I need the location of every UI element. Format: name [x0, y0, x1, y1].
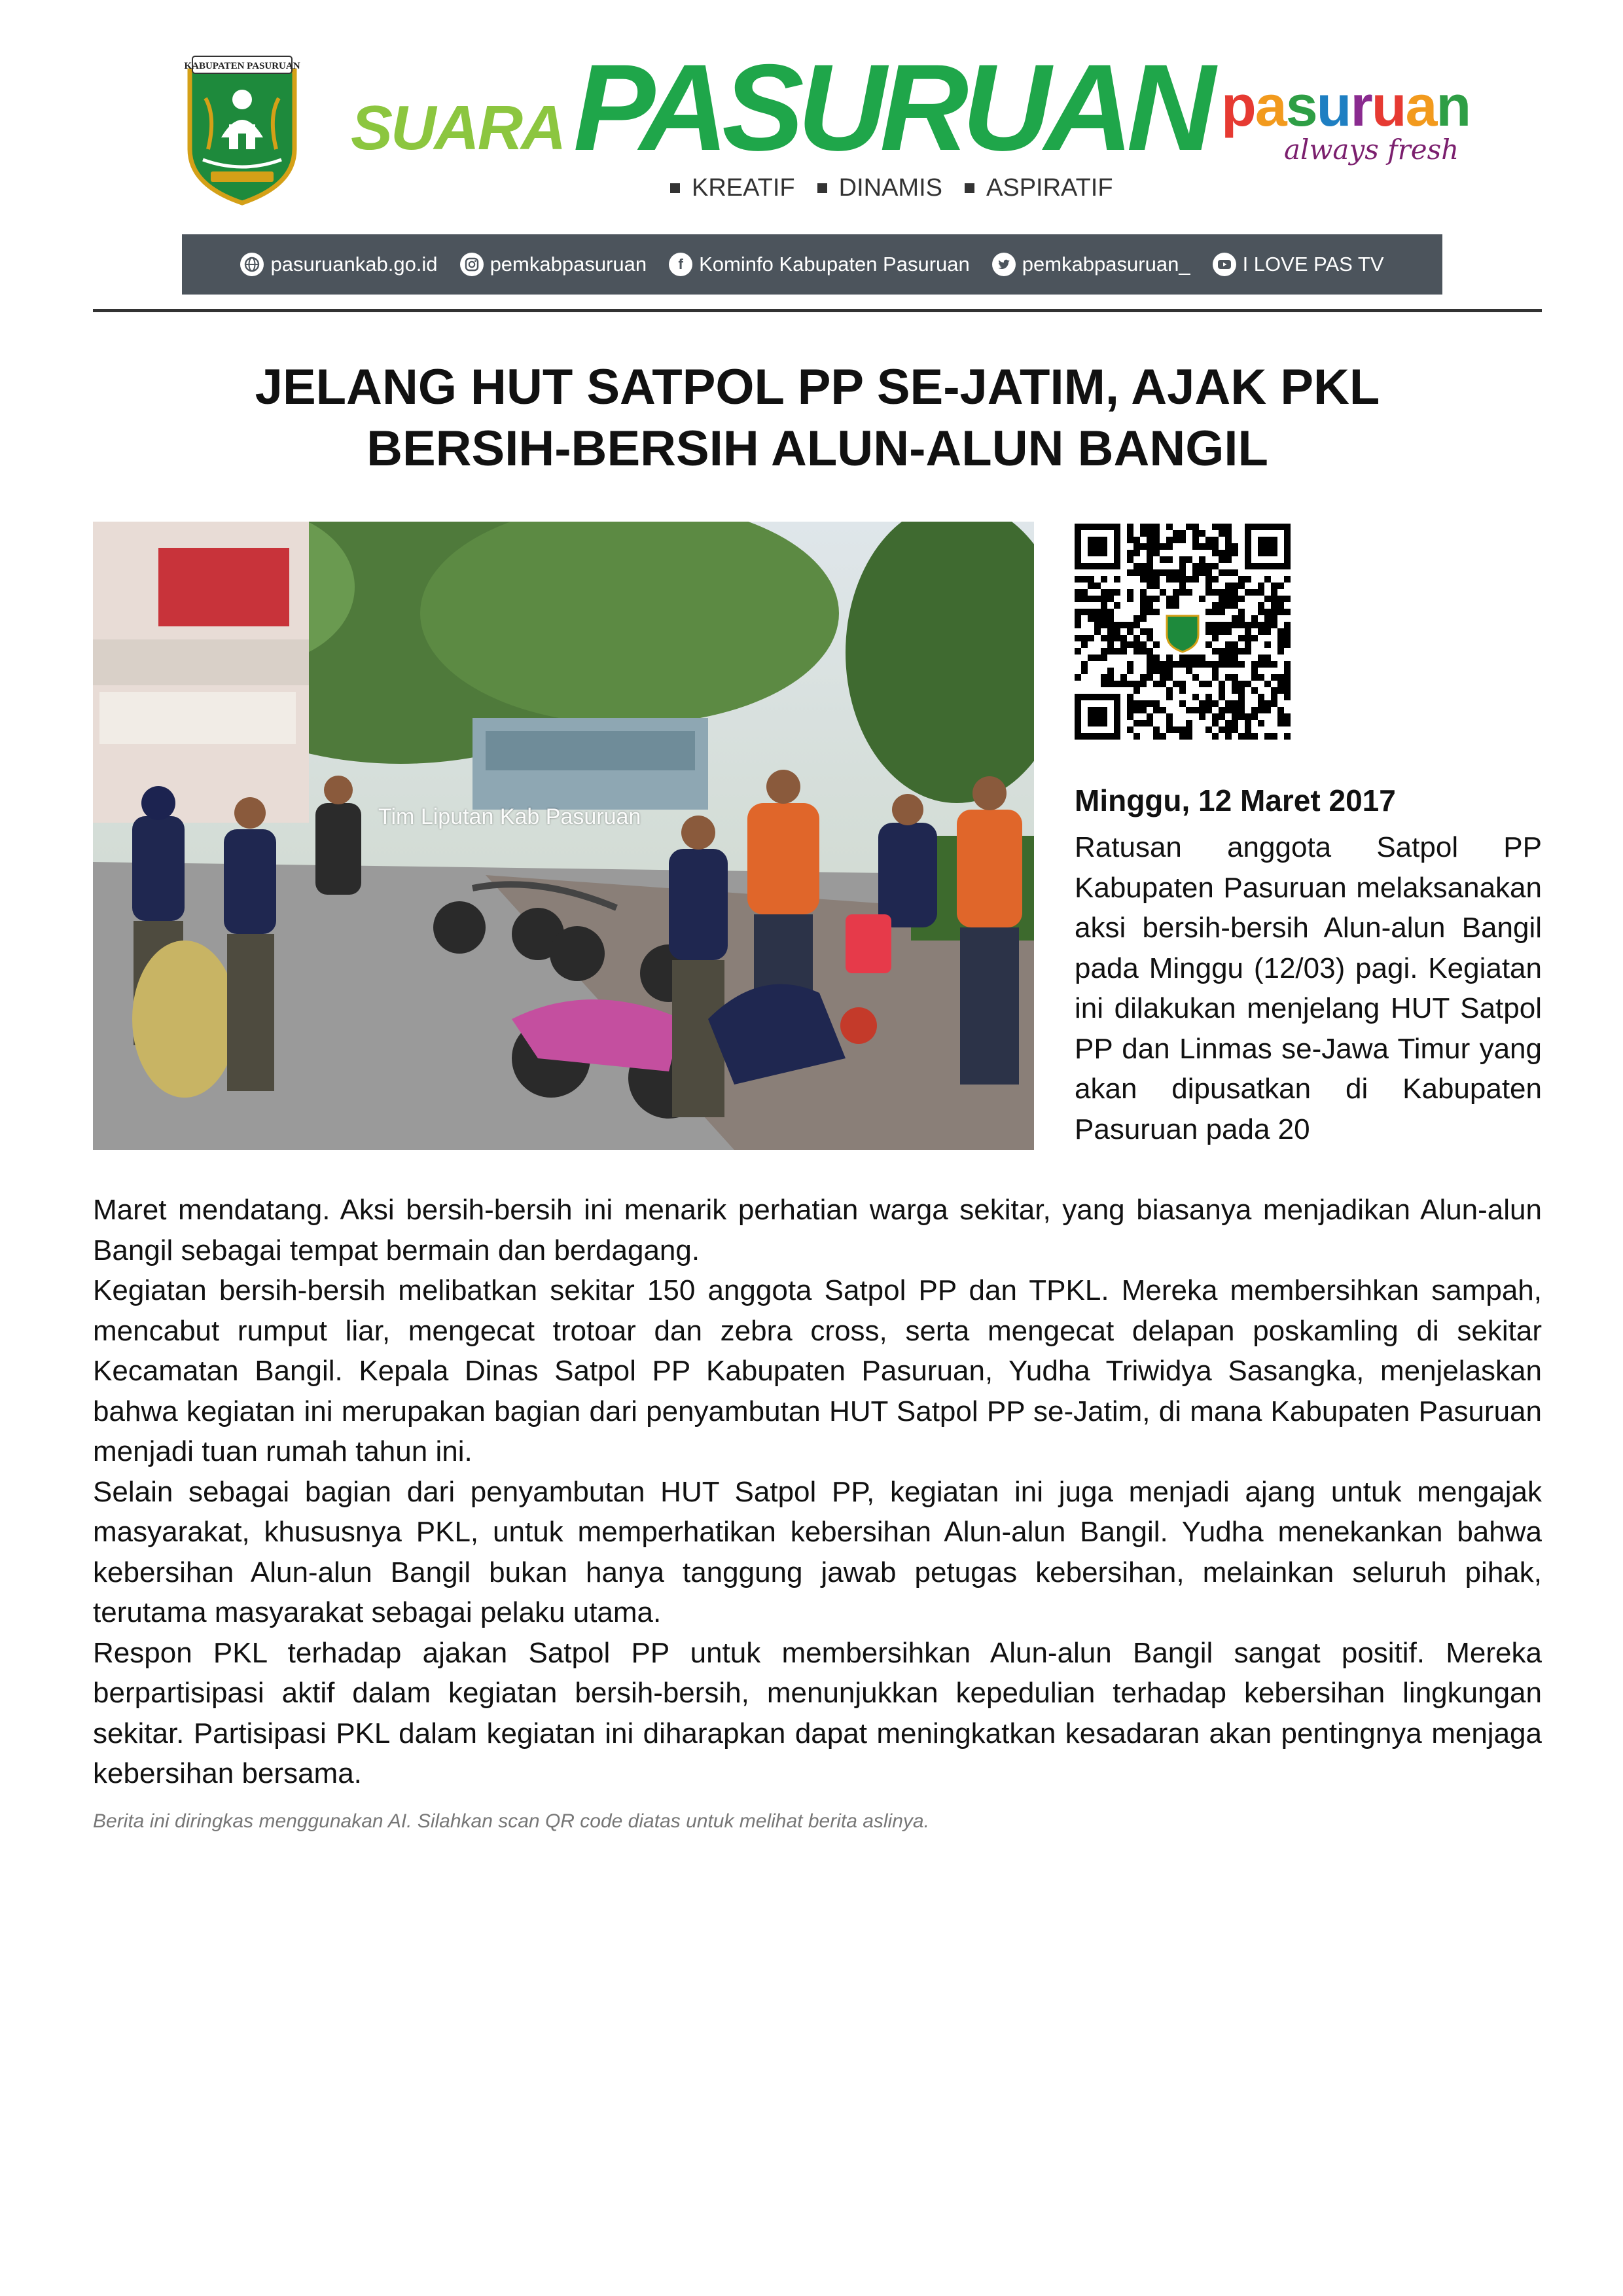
body-paragraph: Selain sebagai bagian dari penyambutan HUT Satpol PP, kegiatan ini juga menjadi ajang untuk mengajak masyarakat, khususnya PKL, untuk memperhatikan kebersihan Alun-alun Bangil. Yudha menekankan bahwa kebersihan Alun-alun Bangil bukan hanya tanggung jawab petugas kebersihan, melainkan seluruh pihak, terutama masyarakat sebagai pelaku utama.: [93, 1475, 1542, 1628]
qr-code[interactable]: [1075, 524, 1291, 740]
twitter-icon: [992, 253, 1016, 276]
social-website[interactable]: [240, 253, 437, 276]
headline-line-2: BERSIH-BERSIH ALUN-ALUN BANGIL: [366, 421, 1268, 476]
facebook-icon: f: [669, 253, 692, 276]
tagline-item: DINAMIS: [817, 174, 942, 202]
regency-crest-logo: [183, 51, 301, 206]
instagram-icon: [460, 253, 484, 276]
logo-tagline: always fresh: [1284, 134, 1459, 166]
photo-credit-watermark: Tim Liputan Kab Pasuruan: [378, 804, 641, 829]
article-headline: [93, 357, 1542, 480]
social-label: pasuruankab.go.id: [270, 253, 438, 276]
social-label: pemkabpasuruan_: [1022, 253, 1190, 276]
social-label: pemkabpasuruan: [490, 253, 647, 276]
tagline: [670, 174, 1113, 202]
social-media-bar: [182, 234, 1442, 295]
crest-caption: KABUPATEN PASURUAN: [184, 61, 300, 71]
square-bullet-icon: [817, 183, 827, 193]
social-label: Kominfo Kabupaten Pasuruan: [699, 253, 970, 276]
headline-line-1: JELANG HUT SATPOL PP SE-JATIM, AJAK PKL: [255, 359, 1380, 415]
pasuruan-always-fresh-logo: [1221, 73, 1471, 175]
lead-paragraph-continued: Maret mendatang. Aksi bersih-bersih ini menarik perhatian warga sekitar, yang biasanya menjadikan Alun-alun Bangil sebagai tempat bermain dan berdagang.: [93, 1194, 1542, 1266]
lead-paragraph-side: Ratusan anggota Satpol PP Kabupaten Pasuruan melaksanakan aksi bersih-bersih Alun-alun Bangil pada Minggu (12/03) pagi. Kegiatan ini dilakukan menjelang HUT Satpol PP dan Linmas se-Jawa Timur yang akan dipusatkan di Kabupaten Pasuruan pada 20: [1075, 831, 1542, 1145]
social-facebook[interactable]: [669, 253, 970, 276]
body-paragraph: Respon PKL terhadap ajakan Satpol PP untuk membersihkan Alun-alun Bangil sangat positif. Mereka berpartisipasi aktif dalam kegiatan bersih-bersih, menunjukkan kepedulian terhadap kebersihan lingkungan sekitar. Partisipasi PKL dalam kegiatan ini diharapkan dapat meningkatkan kesadaran akan pentingnya menjaga kebersihan bersama.: [93, 1636, 1542, 1789]
square-bullet-icon: [670, 183, 680, 193]
logo-wordmark: pasuruan: [1221, 73, 1471, 138]
tagline-item: KREATIF: [670, 174, 795, 202]
social-label: I LOVE PAS TV: [1242, 253, 1384, 276]
tagline-item: ASPIRATIF: [965, 174, 1113, 202]
brand-prefix: SUARA: [351, 93, 565, 163]
social-youtube[interactable]: [1213, 253, 1384, 276]
header-divider: [93, 309, 1542, 312]
body-paragraph: Kegiatan bersih-bersih melibatkan sekitar 150 anggota Satpol PP dan TPKL. Mereka membersihkan sampah, mencabut rumput liar, mengecat trotoar dan zebra cross, serta mengecat delapan poskamling di sekitar Kecamatan Bangil. Kepala Dinas Satpol PP Kabupaten Pasuruan, Yudha Triwidya Sasangka, menjelaskan bahwa kegiatan ini merupakan bagian dari penyambutan HUT Satpol PP se-Jatim, di mana Kabupaten Pasuruan menjadi tuan rumah tahun ini.: [93, 1274, 1542, 1467]
brand-name: PASURUAN: [573, 39, 1209, 176]
article-date: Minggu, 12 Maret 2017: [1075, 783, 1396, 817]
square-bullet-icon: [965, 183, 974, 193]
youtube-icon: [1213, 253, 1236, 276]
ai-summary-footnote: Berita ini diringkas menggunakan AI. Silahkan scan QR code diatas untuk melihat berita aslinya.: [93, 1810, 929, 1832]
article-photo: [93, 522, 1034, 1150]
globe-icon: [240, 253, 264, 276]
article-body: [93, 1190, 1542, 1794]
social-instagram[interactable]: [460, 253, 647, 276]
social-twitter[interactable]: [992, 253, 1190, 276]
